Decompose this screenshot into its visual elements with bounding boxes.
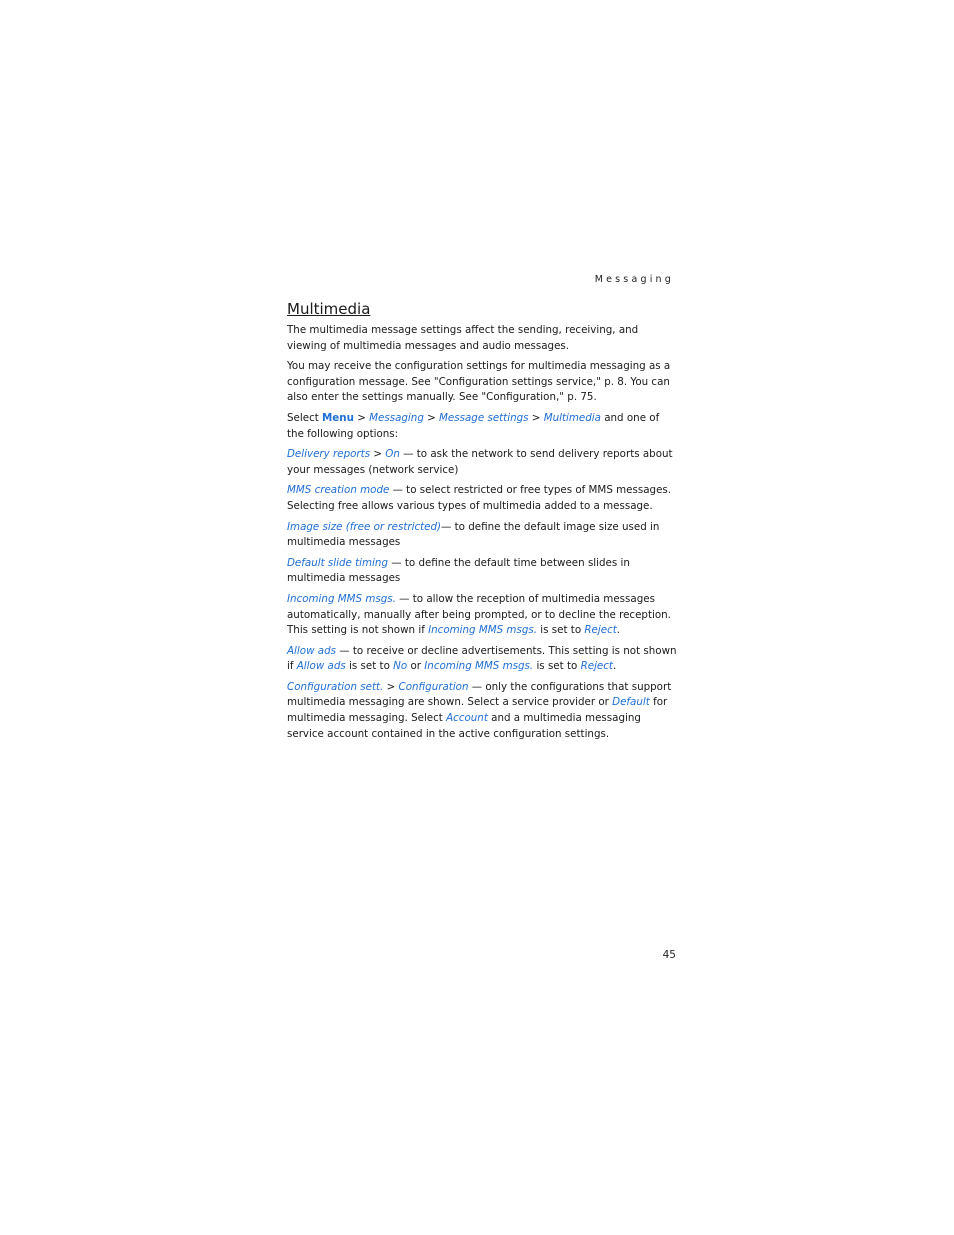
reject-link[interactable]: Reject bbox=[584, 624, 617, 637]
option-text: and a multimedia messaging service account contained in the active configuration settings. bbox=[287, 712, 641, 740]
option-description: — only the configurations that support multimedia messaging are shown. Select a service provider or bbox=[287, 680, 672, 709]
page-number: 45 bbox=[662, 949, 676, 961]
separator: > bbox=[383, 680, 399, 693]
menu-link[interactable]: Menu bbox=[322, 411, 354, 424]
separator: > bbox=[353, 411, 370, 424]
option-description: — to define the default image size used in multimedia messages bbox=[287, 520, 660, 549]
on-link[interactable]: On bbox=[385, 448, 400, 461]
option-text: or bbox=[407, 660, 425, 673]
incoming-mms-link-3[interactable]: Incoming MMS msgs. bbox=[424, 660, 534, 673]
image-size-link[interactable]: Image size (free or restricted) bbox=[287, 520, 442, 533]
select-instruction bbox=[287, 411, 677, 442]
allow-ads-link[interactable]: Allow ads bbox=[287, 644, 336, 657]
option-text: . bbox=[616, 624, 621, 637]
option-slide-timing bbox=[287, 556, 677, 587]
separator: > bbox=[370, 448, 386, 461]
reject-link-2[interactable]: Reject bbox=[580, 660, 613, 673]
delivery-reports-link[interactable]: Delivery reports bbox=[287, 448, 371, 461]
configuration-sett-link[interactable]: Configuration sett. bbox=[287, 680, 384, 693]
option-description: — to allow the reception of multimedia messages automatically, manually after being prompted, or to decline the reception. This setting is not shown if bbox=[287, 592, 671, 637]
allow-ads-link-2[interactable]: Allow ads bbox=[296, 660, 346, 673]
incoming-mms-link-2[interactable]: Incoming MMS msgs. bbox=[428, 624, 537, 637]
option-mms-creation-mode bbox=[287, 483, 677, 514]
config-paragraph: You may receive the configuration settings for multimedia messaging as a configuration message. See "Configuration settings service," p. 8. You can also enter the settings manually. See "Configuration," p. 75. bbox=[287, 360, 671, 404]
option-description: — to ask the network to send delivery reports about your messages (network service) bbox=[287, 448, 673, 476]
messaging-link[interactable]: Messaging bbox=[369, 411, 424, 424]
option-text: is set to bbox=[537, 624, 585, 637]
account-link[interactable]: Account bbox=[446, 712, 488, 725]
multimedia-link[interactable]: Multimedia bbox=[543, 411, 601, 424]
option-description: — to define the default time between slides in multimedia messages bbox=[287, 556, 630, 585]
option-incoming-mms bbox=[287, 592, 677, 639]
default-slide-timing-link[interactable]: Default slide timing bbox=[287, 556, 388, 569]
separator: > bbox=[528, 411, 544, 424]
option-image-size bbox=[287, 520, 677, 551]
select-suffix: and one of the following options: bbox=[287, 411, 660, 440]
select-prefix: Select bbox=[287, 411, 323, 424]
option-configuration bbox=[287, 680, 677, 742]
message-settings-link[interactable]: Message settings bbox=[439, 411, 529, 424]
option-text: . bbox=[612, 660, 617, 673]
option-description: — to receive or decline advertisements. This setting is not shown if bbox=[287, 644, 677, 673]
option-text: is set to bbox=[533, 660, 581, 673]
intro-paragraph: The multimedia message settings affect the sending, receiving, and viewing of multimedia messages and audio messages. bbox=[287, 324, 639, 352]
default-link[interactable]: Default bbox=[612, 696, 650, 709]
section-title: Multimedia bbox=[287, 300, 371, 318]
incoming-mms-link[interactable]: Incoming MMS msgs. bbox=[287, 592, 396, 605]
option-text: is set to bbox=[345, 660, 394, 673]
page-content bbox=[287, 300, 677, 747]
option-allow-ads bbox=[287, 644, 677, 675]
option-description: — to select restricted or free types of MMS messages. Selecting free allows various types of multimedia added to a message. bbox=[287, 484, 672, 512]
mms-creation-mode-link[interactable]: MMS creation mode bbox=[287, 484, 390, 497]
running-header: Messaging bbox=[594, 274, 674, 285]
separator: > bbox=[423, 411, 440, 424]
option-text: for multimedia messaging. Select bbox=[287, 696, 668, 725]
no-link[interactable]: No bbox=[393, 660, 408, 673]
option-delivery-reports bbox=[287, 447, 677, 478]
configuration-link[interactable]: Configuration bbox=[398, 680, 469, 693]
